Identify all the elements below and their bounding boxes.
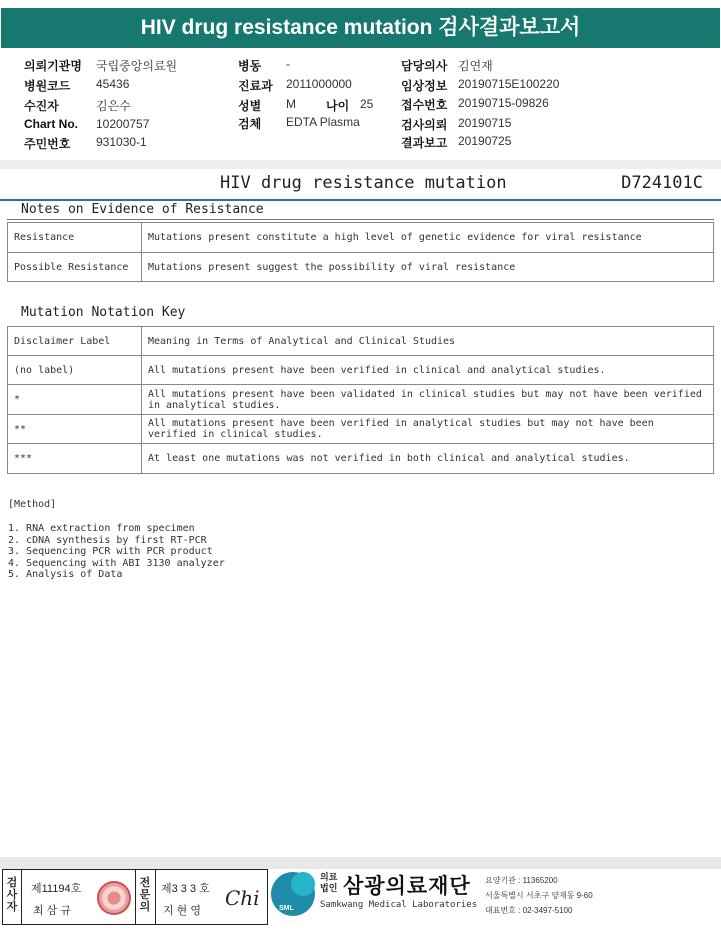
field-chart-no <box>24 117 78 131</box>
table-cell-label: *** <box>8 444 142 474</box>
table-cell-text: Meaning in Terms of Analytical and Clinical Studies <box>142 327 714 356</box>
field-value-patient: 김은수 <box>96 99 131 113</box>
field-label: 나이 <box>326 99 350 113</box>
field-value-clinical-info: 20190715E100220 <box>458 77 560 91</box>
sml-logo-accent-icon <box>291 872 315 896</box>
field-label: 수진자 <box>24 99 59 113</box>
table-cell-text: All mutations present have been validated in clinical studies but may not have been verified in analytical studies. <box>142 385 714 415</box>
field-ward <box>238 57 261 74</box>
field-clinical-info <box>401 77 447 94</box>
patient-info-panel <box>0 50 721 168</box>
field-resident-no <box>24 135 70 152</box>
field-label: 담당의사 <box>401 59 448 73</box>
field-sex <box>238 97 261 114</box>
org-type <box>320 872 337 894</box>
field-label: 병원코드 <box>24 79 71 93</box>
method-list <box>8 523 225 581</box>
field-value-result-report: 20190725 <box>458 134 512 148</box>
field-label: Chart No. <box>24 117 78 131</box>
specialist-name: 지 현 영 <box>163 905 201 917</box>
field-value-department: 2011000000 <box>286 77 352 91</box>
table-cell-text: All mutations present have been verified in analytical studies but may not have been verified in clinical studies. <box>142 415 714 444</box>
method-step: 3. Sequencing PCR with PCR product <box>8 546 213 558</box>
report-title-bar: HIV drug resistance mutation 검사결과보고서 <box>1 8 720 48</box>
report-code: D724101C <box>621 173 703 193</box>
logo-text: SML <box>279 905 294 912</box>
report-header <box>0 169 721 201</box>
table-row <box>8 415 714 444</box>
table-row <box>8 253 714 282</box>
table-row <box>8 444 714 474</box>
table-cell-label: Resistance <box>8 223 142 253</box>
field-physician <box>401 57 447 74</box>
divider-band <box>0 160 721 169</box>
section-title-notation: Mutation Notation Key <box>21 305 186 320</box>
contact-line: 대표번호 : 02-3497-5100 <box>485 906 573 915</box>
field-test-request <box>401 116 447 133</box>
field-label: 성별 <box>238 99 262 113</box>
field-patient <box>24 97 59 114</box>
organization-name: 삼광의료재단 <box>343 875 471 898</box>
table-cell-text: Mutations present suggest the possibility of viral resistance <box>142 253 714 282</box>
field-hospital-code <box>24 77 70 94</box>
field-value-sex: M <box>286 97 296 111</box>
table-cell-label: * <box>8 385 142 415</box>
footer-band <box>0 857 721 869</box>
table-row <box>8 356 714 385</box>
divider <box>155 870 156 924</box>
table-cell-label: Possible Resistance <box>8 253 142 282</box>
field-age <box>326 97 349 114</box>
table-cell-label: (no label) <box>8 356 142 385</box>
field-label: 결과보고 <box>401 136 448 150</box>
specialist-label: 전문의 <box>139 877 151 913</box>
field-value-specimen: EDTA Plasma <box>286 115 360 129</box>
field-specimen <box>238 115 261 132</box>
method-step: 4. Sequencing with ABI 3130 analyzer <box>8 557 225 569</box>
table-row <box>8 327 714 356</box>
field-receipt-no <box>401 96 447 113</box>
specialist-license: 제3 3 3 호 <box>161 883 210 895</box>
table-row <box>8 385 714 415</box>
table-cell-label: ** <box>8 415 142 444</box>
field-value-hospital-code: 45436 <box>96 77 130 91</box>
examiner-name: 최 삼 규 <box>33 905 71 917</box>
org-type-line: 의료 <box>320 872 338 882</box>
field-requesting-institution <box>24 57 82 74</box>
field-value-test-request: 20190715 <box>458 116 512 130</box>
field-label: 접수번호 <box>401 98 448 112</box>
method-step: 1. RNA extraction from specimen <box>8 523 195 534</box>
signature-box <box>2 869 268 925</box>
table-row <box>8 223 714 253</box>
section-divider <box>7 219 714 220</box>
divider <box>135 870 136 924</box>
field-department <box>238 77 273 94</box>
field-label: 주민번호 <box>24 137 71 151</box>
section-title-evidence: Notes on Evidence of Resistance <box>21 202 264 217</box>
field-value-ward: - <box>286 57 290 71</box>
field-label: 검체 <box>238 117 262 131</box>
examiner-license: 제11194호 <box>31 883 82 895</box>
field-value-resident-no: 931030-1 <box>96 135 147 149</box>
evidence-table <box>7 222 714 282</box>
method-step: 5. Analysis of Data <box>8 569 123 581</box>
field-label: 의뢰기관명 <box>24 59 82 73</box>
table-cell-text: All mutations present have been verified in clinical and analytical studies. <box>142 356 714 385</box>
table-cell-text: At least one mutations was not verified in both clinical and analytical studies. <box>142 444 714 474</box>
field-value-institution: 국립중앙의료원 <box>96 59 178 73</box>
examiner-label: 검사자 <box>6 877 18 913</box>
table-cell-label: Disclaimer Label <box>8 327 142 356</box>
field-value-chart-no: 10200757 <box>96 117 150 131</box>
field-label: 임상정보 <box>401 79 448 93</box>
field-value-receipt-no: 20190715-09826 <box>458 96 549 110</box>
field-label: 병동 <box>238 59 262 73</box>
notation-table <box>7 326 714 474</box>
table-cell-text: Mutations present constitute a high level of genetic evidence for viral resistance <box>142 223 714 253</box>
organization-english-name: Samkwang Medical Laboratories <box>320 900 478 910</box>
field-result-report <box>401 134 447 151</box>
divider <box>21 870 22 924</box>
contact-line: 요양기관 : 11365200 <box>485 876 558 885</box>
seal-icon <box>97 881 131 915</box>
method-step: 2. cDNA synthesis by first RT-PCR <box>8 534 207 546</box>
field-value-physician: 김연재 <box>458 59 493 73</box>
report-test-name: HIV drug resistance mutation <box>220 173 507 193</box>
field-value-age: 25 <box>360 97 374 111</box>
field-label: 진료과 <box>238 79 273 93</box>
org-type-line: 법인 <box>320 883 338 893</box>
contact-line: 서울특별시 서초구 양재동 9-60 <box>485 891 593 900</box>
signature: Chi <box>225 886 260 910</box>
field-label: 검사의뢰 <box>401 118 448 132</box>
method-title: [Method] <box>8 499 57 510</box>
